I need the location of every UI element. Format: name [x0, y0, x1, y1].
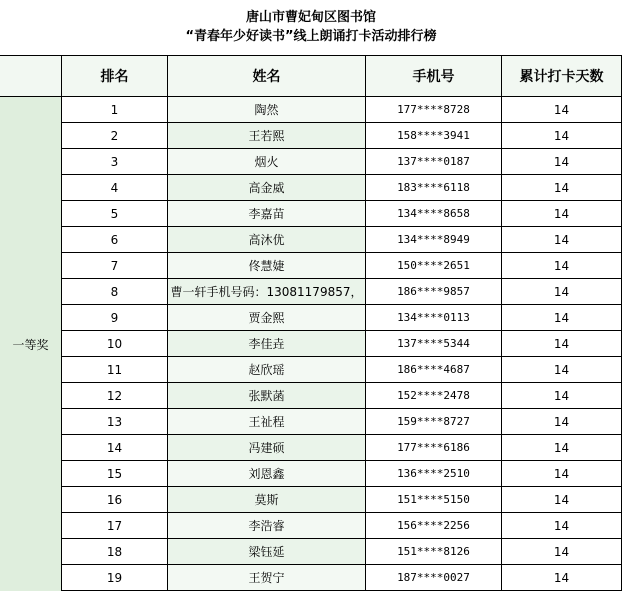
- phone-cell: 151****5150: [366, 487, 502, 512]
- days-cell: 14: [502, 539, 622, 564]
- rank-cell: 11: [62, 357, 168, 382]
- name-cell: 王贺宁: [168, 565, 366, 590]
- rank-cell: 5: [62, 201, 168, 226]
- name-cell: 李佳垚: [168, 331, 366, 356]
- table-row: [62, 435, 622, 461]
- phone-cell: 156****2256: [366, 513, 502, 538]
- days-cell: 14: [502, 227, 622, 252]
- name-cell: 赵欣瑶: [168, 357, 366, 382]
- name-cell: 佟慧婕: [168, 253, 366, 278]
- days-cell: 14: [502, 123, 622, 148]
- table-row: [62, 201, 622, 227]
- name-cell: 高金威: [168, 175, 366, 200]
- table-row: [62, 97, 622, 123]
- phone-cell: 137****5344: [366, 331, 502, 356]
- days-cell: 14: [502, 461, 622, 486]
- rank-cell: 8: [62, 279, 168, 304]
- table-row: [62, 539, 622, 565]
- days-cell: 14: [502, 97, 622, 122]
- days-cell: 14: [502, 253, 622, 278]
- name-cell: 莫斯: [168, 487, 366, 512]
- days-cell: 14: [502, 305, 622, 330]
- days-cell: 14: [502, 565, 622, 590]
- rank-cell: 1: [62, 97, 168, 122]
- header-rank: 排名: [62, 56, 168, 97]
- table-row: [62, 565, 622, 591]
- name-cell: 王祉程: [168, 409, 366, 434]
- header-category: [0, 56, 62, 97]
- ranking-rows: [62, 97, 622, 591]
- table-row: [62, 227, 622, 253]
- rank-cell: 19: [62, 565, 168, 590]
- prize-group-label: 一等奖: [0, 97, 62, 591]
- rank-cell: 13: [62, 409, 168, 434]
- phone-cell: 151****8126: [366, 539, 502, 564]
- rank-cell: 6: [62, 227, 168, 252]
- days-cell: 14: [502, 435, 622, 460]
- rank-cell: 18: [62, 539, 168, 564]
- rank-cell: 16: [62, 487, 168, 512]
- table-row: [62, 357, 622, 383]
- header-name: 姓名: [168, 56, 366, 97]
- table-row: [62, 305, 622, 331]
- phone-cell: 150****2651: [366, 253, 502, 278]
- table-row: [62, 253, 622, 279]
- rank-cell: 15: [62, 461, 168, 486]
- name-cell: 曹一轩手机号码：13081179857，: [168, 279, 366, 304]
- name-cell: 贾金熙: [168, 305, 366, 330]
- name-cell: 烟火: [168, 149, 366, 174]
- phone-cell: 152****2478: [366, 383, 502, 408]
- name-cell: 李浩睿: [168, 513, 366, 538]
- phone-cell: 134****0113: [366, 305, 502, 330]
- name-cell: 冯建硕: [168, 435, 366, 460]
- table-row: [62, 279, 622, 305]
- days-cell: 14: [502, 149, 622, 174]
- name-cell: 梁钰延: [168, 539, 366, 564]
- phone-cell: 136****2510: [366, 461, 502, 486]
- phone-cell: 158****3941: [366, 123, 502, 148]
- rank-cell: 17: [62, 513, 168, 538]
- phone-cell: 134****8658: [366, 201, 502, 226]
- table-row: [62, 409, 622, 435]
- name-cell: 张默菡: [168, 383, 366, 408]
- title-line-1: 唐山市曹妃甸区图书馆: [245, 10, 376, 25]
- phone-cell: 137****0187: [366, 149, 502, 174]
- days-cell: 14: [502, 201, 622, 226]
- rank-cell: 14: [62, 435, 168, 460]
- days-cell: 14: [502, 513, 622, 538]
- rank-cell: 10: [62, 331, 168, 356]
- days-cell: 14: [502, 357, 622, 382]
- days-cell: 14: [502, 331, 622, 356]
- phone-cell: 187****0027: [366, 565, 502, 590]
- rank-cell: 12: [62, 383, 168, 408]
- name-cell: 王若熙: [168, 123, 366, 148]
- table-row: [62, 487, 622, 513]
- days-cell: 14: [502, 409, 622, 434]
- table-row: [62, 331, 622, 357]
- name-cell: 刘恩鑫: [168, 461, 366, 486]
- phone-cell: 186****4687: [366, 357, 502, 382]
- days-cell: 14: [502, 383, 622, 408]
- phone-cell: 177****6186: [366, 435, 502, 460]
- sheet-title: [0, 0, 622, 56]
- rank-cell: 9: [62, 305, 168, 330]
- name-cell: 陶然: [168, 97, 366, 122]
- days-cell: 14: [502, 279, 622, 304]
- table-row: [62, 513, 622, 539]
- phone-cell: 183****6118: [366, 175, 502, 200]
- table-row: [62, 123, 622, 149]
- table-row: [62, 383, 622, 409]
- header-days: 累计打卡天数: [502, 56, 622, 97]
- rank-cell: 2: [62, 123, 168, 148]
- name-cell: 李嘉苗: [168, 201, 366, 226]
- rank-cell: 4: [62, 175, 168, 200]
- phone-cell: 134****8949: [366, 227, 502, 252]
- days-cell: 14: [502, 487, 622, 512]
- phone-cell: 159****8727: [366, 409, 502, 434]
- table-row: [62, 461, 622, 487]
- header-phone: 手机号: [366, 56, 502, 97]
- name-cell: 高沐优: [168, 227, 366, 252]
- phone-cell: 177****8728: [366, 97, 502, 122]
- title-line-2: “青春年少好读书”线上朗诵打卡活动排行榜: [185, 29, 437, 44]
- table-row: [62, 149, 622, 175]
- rank-cell: 7: [62, 253, 168, 278]
- table-row: [62, 175, 622, 201]
- rank-cell: 3: [62, 149, 168, 174]
- phone-cell: 186****9857: [366, 279, 502, 304]
- days-cell: 14: [502, 175, 622, 200]
